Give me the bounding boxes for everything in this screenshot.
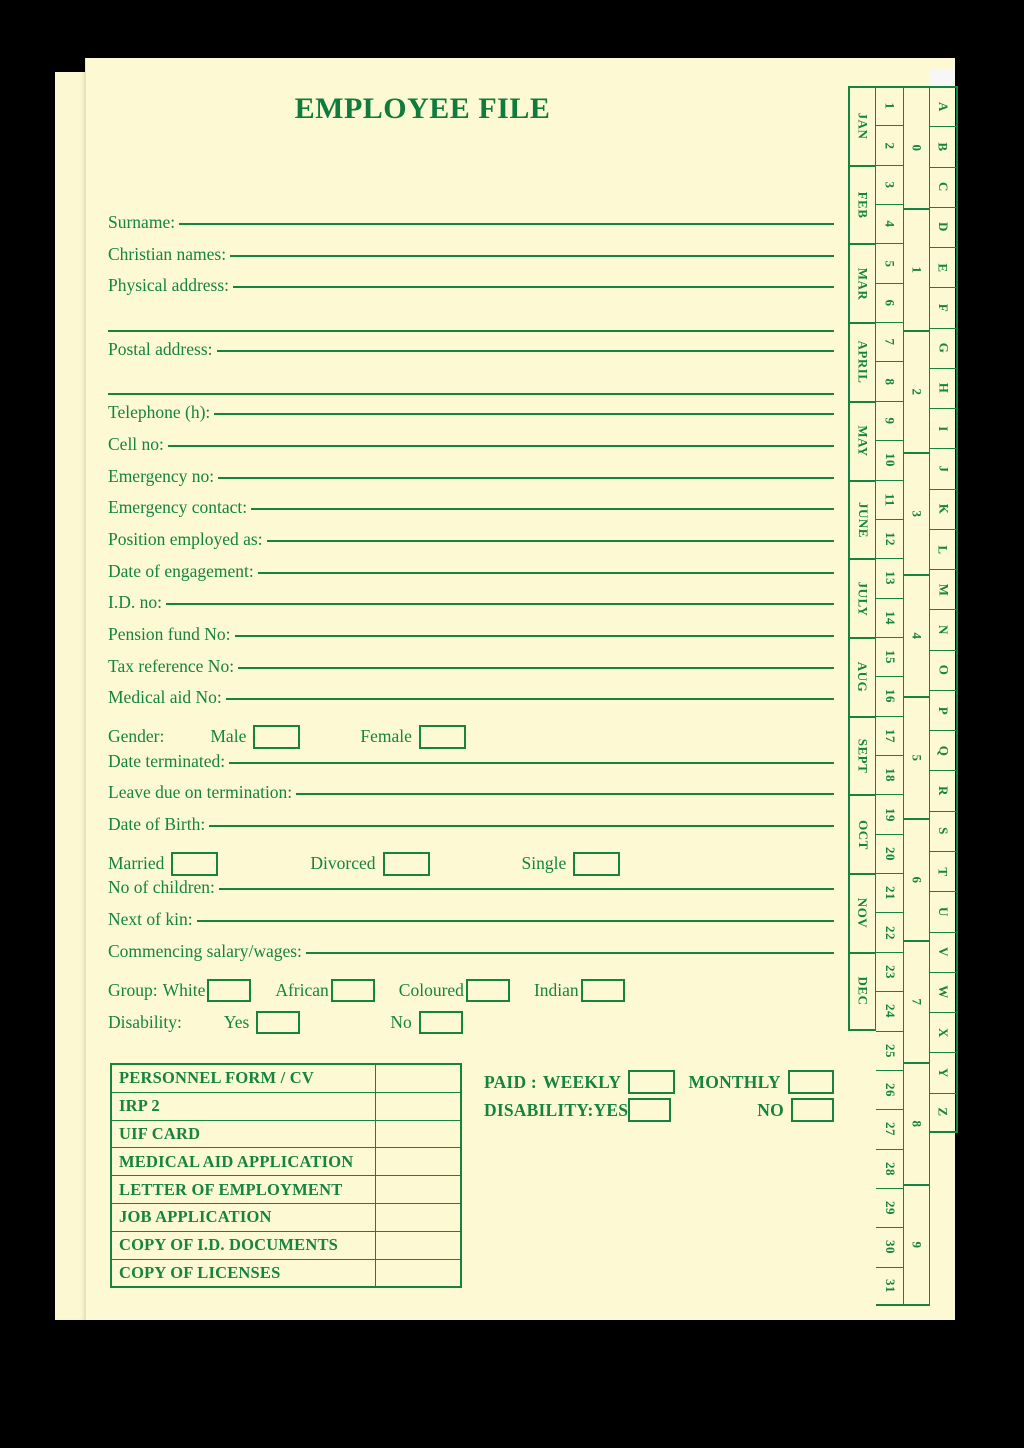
gender-label: Gender: (108, 726, 165, 747)
index-day-text: 24 (882, 1004, 898, 1019)
index-month-text: MAR (855, 267, 871, 301)
marital-checkbox-single[interactable] (573, 852, 620, 876)
group-checkbox-white[interactable] (207, 979, 251, 1002)
index-letter-B[interactable] (930, 126, 958, 166)
field-input-no-of-children[interactable] (219, 888, 834, 890)
group-option-label-coloured: Coloured (398, 979, 464, 1000)
index-letter-text: T (935, 867, 951, 877)
index-month-oct[interactable] (848, 794, 876, 873)
marital-option-label-single: Single (521, 853, 567, 874)
gender-checkbox-female[interactable] (419, 725, 466, 749)
index-digit-text: 3 (909, 510, 925, 518)
disability-label: Disability: (108, 1011, 182, 1032)
field-label: Emergency no: (108, 465, 215, 486)
index-day-26[interactable] (876, 1070, 904, 1109)
index-month-aug[interactable] (848, 637, 876, 716)
index-letter-text: P (935, 706, 951, 715)
index-month-text: DEC (855, 976, 871, 1006)
index-letter-text: C (935, 182, 951, 193)
field-input-date-of-engagement[interactable] (258, 572, 834, 574)
field-input-emergency-contact[interactable] (251, 508, 834, 510)
disability-checkbox-yes[interactable] (256, 1011, 300, 1034)
index-day-text: 2 (882, 142, 898, 150)
checklist-item-label: UIF CARD (111, 1120, 376, 1148)
index-month-may[interactable] (848, 401, 876, 480)
index-day-text: 13 (882, 571, 898, 586)
checklist-item-checkbox-medical-aid-application[interactable] (376, 1148, 462, 1176)
field-row-next-of-kin (108, 911, 834, 943)
documents-checklist-table (110, 1063, 462, 1288)
field-label: Cell no: (108, 433, 164, 454)
index-day-6[interactable] (876, 283, 904, 322)
index-day-text: 22 (882, 925, 898, 940)
rule-line (108, 330, 834, 332)
index-letter-text: Y (935, 1067, 951, 1078)
group-label: Group: (108, 979, 158, 1000)
index-month-text: OCT (855, 819, 871, 850)
field-row-medical-aid-no (108, 689, 834, 721)
field-label: Telephone (h): (108, 402, 211, 423)
field-input-date-terminated[interactable] (229, 762, 834, 764)
index-day-8[interactable] (876, 361, 904, 400)
field-input-tax-reference-no[interactable] (238, 667, 834, 669)
index-digit-2[interactable] (904, 330, 930, 452)
index-day-text: 18 (882, 768, 898, 783)
field-input-date-of-birth[interactable] (209, 825, 834, 827)
index-day-22[interactable] (876, 912, 904, 951)
field-input-physical-address[interactable] (233, 286, 834, 288)
index-month-text: SEPT (855, 738, 871, 774)
field-row-no-of-children (108, 879, 834, 911)
index-letter-S[interactable] (930, 811, 958, 851)
index-day-5[interactable] (876, 243, 904, 282)
index-letter-Z[interactable] (930, 1093, 958, 1133)
field-row-telephone-h (108, 404, 834, 436)
field-row-position-employed-as (108, 528, 834, 563)
field-input-pension-fund-no[interactable] (235, 635, 835, 637)
field-label: I.D. no: (108, 592, 162, 613)
index-digit-text: 5 (909, 754, 925, 762)
index-day-20[interactable] (876, 834, 904, 873)
index-digit-9[interactable] (904, 1184, 930, 1306)
continuation-rule[interactable] (108, 309, 834, 341)
table-row (111, 1231, 461, 1259)
field-input-telephone-h[interactable] (214, 413, 834, 415)
index-letter-text: F (935, 303, 951, 313)
index-month-text: AUG (855, 662, 871, 693)
index-day-text: 31 (882, 1278, 898, 1293)
index-day-text: 5 (882, 260, 898, 268)
index-letter-I[interactable] (930, 408, 958, 448)
field-input-commencing-salary-wages[interactable] (306, 952, 834, 954)
gender-option-label-male: Male (210, 726, 247, 747)
field-row-date-of-engagement (108, 560, 834, 595)
index-day-15[interactable] (876, 637, 904, 676)
index-day-text: 7 (882, 338, 898, 346)
index-digit-text: 6 (909, 876, 925, 884)
disability-yes-checkbox[interactable] (628, 1098, 671, 1122)
index-letter-U[interactable] (930, 891, 958, 931)
index-letter-text: U (935, 906, 951, 917)
index-month-text: FEB (855, 191, 871, 219)
field-row-christian-names (108, 243, 834, 278)
index-day-28[interactable] (876, 1149, 904, 1188)
field-row-date-of-birth (108, 816, 834, 848)
index-letter-text: A (935, 101, 951, 112)
index-day-text: 23 (882, 964, 898, 979)
index-letter-R[interactable] (930, 770, 958, 810)
group-checkbox-indian[interactable] (581, 979, 625, 1002)
table-row (111, 1203, 461, 1231)
index-month-sept[interactable] (848, 716, 876, 795)
field-input-surname[interactable] (179, 223, 834, 225)
index-day-text: 14 (882, 610, 898, 625)
group-checkbox-coloured[interactable] (466, 979, 510, 1002)
employee-form (108, 214, 834, 1038)
paid-label: PAID : (484, 1071, 537, 1092)
index-month-mar[interactable] (848, 243, 876, 322)
index-letter-M[interactable] (930, 569, 958, 609)
rule-line (108, 393, 834, 395)
disability-paid-row (484, 1096, 834, 1124)
index-letter-text: M (936, 583, 951, 597)
paper-tab-corner (929, 70, 955, 86)
index-month-text: APRIL (855, 340, 871, 384)
index-column-days (876, 86, 904, 1306)
index-letter-text: E (935, 263, 951, 273)
index-day-text: 19 (882, 807, 898, 822)
monthly-checkbox[interactable] (788, 1070, 834, 1094)
checklist-item-checkbox-uif-card[interactable] (376, 1120, 462, 1148)
field-input-medical-aid-no[interactable] (226, 698, 834, 700)
field-label: Commencing salary/wages: (108, 940, 302, 961)
index-day-text: 25 (882, 1043, 898, 1058)
index-day-text: 28 (882, 1161, 898, 1176)
index-digit-3[interactable] (904, 452, 930, 574)
index-day-text: 4 (882, 220, 898, 228)
index-column-digits (904, 86, 930, 1306)
index-digit-8[interactable] (904, 1062, 930, 1184)
field-input-christian-names[interactable] (230, 255, 834, 257)
marital-option-label-married: Married (108, 853, 165, 874)
index-letter-T[interactable] (930, 851, 958, 891)
group-option-label-african: African (275, 979, 329, 1000)
index-letter-E[interactable] (930, 247, 958, 287)
index-letter-J[interactable] (930, 448, 958, 488)
field-label: Leave due on termination: (108, 782, 293, 803)
field-row-physical-address (108, 277, 834, 309)
checklist-item-checkbox-irp-2[interactable] (376, 1092, 462, 1120)
field-row-leave-due-on-termination (108, 784, 834, 816)
index-month-jan[interactable] (848, 86, 876, 165)
field-label: Date terminated: (108, 750, 226, 771)
index-digit-0[interactable] (904, 86, 930, 208)
field-row-cell-no (108, 433, 834, 468)
disability-checkbox-no[interactable] (419, 1011, 463, 1034)
disability-no-checkbox[interactable] (791, 1098, 834, 1122)
index-day-text: 29 (882, 1201, 898, 1216)
index-day-1[interactable] (876, 86, 904, 125)
checklist-item-label: COPY OF LICENSES (111, 1259, 376, 1287)
index-digit-6[interactable] (904, 818, 930, 940)
index-month-june[interactable] (848, 480, 876, 559)
gender-checkbox-male[interactable] (253, 725, 300, 749)
field-label: Christian names: (108, 243, 227, 264)
index-day-text: 27 (882, 1122, 898, 1137)
field-input-emergency-no[interactable] (218, 477, 834, 479)
field-row-pension-fund-no (108, 623, 834, 658)
field-label: Next of kin: (108, 909, 193, 930)
index-letter-text: O (936, 664, 951, 676)
index-letter-Q[interactable] (930, 730, 958, 770)
table-row (111, 1064, 461, 1092)
index-letter-text: D (935, 222, 951, 233)
index-digit-text: 9 (909, 1241, 925, 1249)
index-letter-text: Z (935, 1107, 951, 1117)
index-month-july[interactable] (848, 558, 876, 637)
index-day-17[interactable] (876, 716, 904, 755)
index-day-11[interactable] (876, 480, 904, 519)
field-label: Date of engagement: (108, 560, 254, 581)
index-tab-grid (848, 86, 958, 1306)
field-row-date-terminated (108, 750, 834, 785)
checklist-item-label: COPY OF I.D. DOCUMENTS (111, 1231, 376, 1259)
index-day-18[interactable] (876, 755, 904, 794)
index-day-16[interactable] (876, 676, 904, 715)
index-month-dec[interactable] (848, 952, 876, 1031)
index-letter-text: R (935, 786, 951, 797)
index-month-text: MAY (855, 425, 871, 457)
index-digit-text: 1 (909, 266, 925, 274)
index-day-text: 8 (882, 378, 898, 386)
index-day-2[interactable] (876, 125, 904, 164)
field-input-postal-address[interactable] (217, 350, 834, 352)
index-day-text: 20 (882, 846, 898, 861)
paid-disability-block (484, 1068, 834, 1124)
continuation-rule[interactable] (108, 372, 834, 404)
index-digit-text: 0 (909, 144, 925, 152)
index-column-letters (930, 86, 958, 1306)
index-digit-7[interactable] (904, 940, 930, 1062)
field-row-surname (108, 214, 834, 246)
table-row (111, 1120, 461, 1148)
index-digit-text: 4 (909, 632, 925, 640)
index-day-24[interactable] (876, 991, 904, 1030)
checklist-item-label: IRP 2 (111, 1092, 376, 1120)
marital-checkbox-divorced[interactable] (383, 852, 430, 876)
field-label: Pension fund No: (108, 623, 231, 644)
checklist-item-checkbox-copy-of-i-d-documents[interactable] (376, 1231, 462, 1259)
index-month-text: JULY (855, 581, 871, 616)
index-letter-H[interactable] (930, 368, 958, 408)
index-digit-text: 2 (909, 388, 925, 396)
index-letter-W[interactable] (930, 972, 958, 1012)
checklist-item-checkbox-copy-of-licenses[interactable] (376, 1259, 462, 1287)
index-month-text: NOV (855, 898, 871, 929)
field-label: Date of Birth: (108, 814, 206, 835)
group-option-label-white: White (162, 979, 206, 1000)
field-row-commencing-salary-wages (108, 940, 834, 975)
disability-row (108, 1006, 834, 1038)
index-day-7[interactable] (876, 322, 904, 361)
gender-option-label-female: Female (360, 726, 412, 747)
field-input-cell-no[interactable] (168, 445, 834, 447)
checklist-item-label: PERSONNEL FORM / CV (111, 1064, 376, 1092)
field-label: Physical address: (108, 275, 230, 296)
disability-option-label-no: No (390, 1011, 412, 1032)
index-letter-F[interactable] (930, 287, 958, 327)
spine-notch (55, 58, 85, 72)
index-day-text: 6 (882, 299, 898, 307)
index-letter-text: H (936, 383, 951, 394)
index-digit-4[interactable] (904, 574, 930, 696)
index-letter-text: J (936, 465, 951, 473)
index-digit-text: 7 (909, 998, 925, 1006)
index-day-text: 26 (882, 1083, 898, 1098)
index-day-14[interactable] (876, 598, 904, 637)
marital-option-label-divorced: Divorced (310, 853, 376, 874)
checklist-item-checkbox-letter-of-employment[interactable] (376, 1176, 462, 1204)
index-day-text: 16 (882, 689, 898, 704)
field-label: No of children: (108, 877, 215, 898)
marital-status-row (108, 848, 834, 880)
folder-spine (55, 58, 86, 1320)
index-letter-text: S (935, 827, 951, 836)
marital-checkbox-married[interactable] (171, 852, 218, 876)
index-letter-text: W (936, 985, 951, 1000)
field-label: Emergency contact: (108, 497, 248, 518)
index-day-text: 9 (882, 417, 898, 425)
index-day-30[interactable] (876, 1227, 904, 1266)
field-label: Surname: (108, 212, 176, 232)
checklist-item-checkbox-personnel-form-cv[interactable] (376, 1064, 462, 1092)
index-letter-N[interactable] (930, 609, 958, 649)
index-letter-V[interactable] (930, 932, 958, 972)
index-day-13[interactable] (876, 558, 904, 597)
index-letter-text: I (936, 425, 951, 432)
index-digit-5[interactable] (904, 696, 930, 818)
index-letter-G[interactable] (930, 328, 958, 368)
index-letter-text: L (935, 544, 951, 555)
index-day-9[interactable] (876, 401, 904, 440)
index-day-25[interactable] (876, 1031, 904, 1070)
index-digit-text: 8 (909, 1120, 925, 1128)
paid-row (484, 1068, 834, 1096)
page-title: EMPLOYEE FILE (294, 92, 551, 125)
index-letter-text: B (935, 142, 951, 152)
index-letter-text: G (936, 342, 951, 354)
index-day-text: 10 (882, 453, 898, 468)
index-day-3[interactable] (876, 165, 904, 204)
index-letter-O[interactable] (930, 650, 958, 690)
weekly-checkbox[interactable] (628, 1070, 674, 1094)
index-letter-K[interactable] (930, 489, 958, 529)
checklist-item-label: JOB APPLICATION (111, 1203, 376, 1231)
index-day-text: 21 (882, 886, 898, 901)
index-letter-text: X (935, 1027, 951, 1038)
field-row-i-d-no (108, 594, 834, 626)
index-day-4[interactable] (876, 204, 904, 243)
index-day-10[interactable] (876, 440, 904, 479)
field-label: Tax reference No: (108, 655, 235, 676)
index-day-31[interactable] (876, 1267, 904, 1306)
group-option-label-indian: Indian (533, 979, 579, 1000)
index-day-text: 17 (882, 728, 898, 743)
field-row-tax-reference-no (108, 655, 834, 690)
checklist-item-label: MEDICAL AID APPLICATION (111, 1148, 376, 1176)
group-row (108, 975, 834, 1007)
table-row (111, 1176, 461, 1204)
index-month-nov[interactable] (848, 873, 876, 952)
field-input-leave-due-on-termination[interactable] (296, 793, 834, 795)
index-digit-1[interactable] (904, 208, 930, 330)
index-month-feb[interactable] (848, 165, 876, 244)
index-day-text: 12 (882, 532, 898, 547)
index-day-text: 11 (882, 493, 898, 507)
index-month-text: JAN (855, 112, 871, 140)
disability-option-label-yes: Yes (223, 1011, 250, 1032)
index-letter-text: N (935, 625, 951, 635)
disability-yes-label: DISABILITY:YES (484, 1099, 629, 1120)
index-day-text: 15 (882, 650, 898, 665)
disability-no-label: NO (757, 1099, 784, 1120)
index-letter-D[interactable] (930, 207, 958, 247)
index-month-april[interactable] (848, 322, 876, 401)
index-day-21[interactable] (876, 873, 904, 912)
index-letter-text: K (936, 503, 951, 515)
index-letter-L[interactable] (930, 529, 958, 569)
table-row (111, 1148, 461, 1176)
monthly-label: MONTHLY (688, 1071, 781, 1092)
table-row (111, 1259, 461, 1287)
checklist-item-checkbox-job-application[interactable] (376, 1203, 462, 1231)
index-day-27[interactable] (876, 1109, 904, 1148)
weekly-label: WEEKLY (542, 1071, 622, 1092)
index-day-19[interactable] (876, 794, 904, 833)
group-checkbox-african[interactable] (331, 979, 375, 1002)
index-day-text: 3 (882, 181, 898, 189)
index-letter-C[interactable] (930, 167, 958, 207)
field-row-postal-address (108, 338, 834, 373)
checklist-item-label: LETTER OF EMPLOYMENT (111, 1176, 376, 1204)
gender-row (108, 721, 834, 753)
field-input-next-of-kin[interactable] (197, 920, 834, 922)
index-day-text: 1 (882, 102, 898, 110)
index-letter-A[interactable] (930, 86, 958, 126)
index-letter-Y[interactable] (930, 1052, 958, 1092)
index-day-text: 30 (882, 1240, 898, 1255)
field-row-emergency-no (108, 465, 834, 500)
index-letter-X[interactable] (930, 1012, 958, 1052)
index-column-months (848, 86, 876, 1306)
index-letter-text: V (935, 947, 951, 958)
field-label: Postal address: (108, 338, 213, 359)
field-input-i-d-no[interactable] (166, 603, 834, 605)
index-letter-text: Q (936, 745, 951, 757)
index-day-29[interactable] (876, 1188, 904, 1227)
field-input-position-employed-as[interactable] (267, 540, 834, 542)
index-day-23[interactable] (876, 952, 904, 991)
index-day-12[interactable] (876, 519, 904, 558)
field-label: Medical aid No: (108, 687, 222, 708)
table-row (111, 1092, 461, 1120)
field-row-emergency-contact (108, 499, 834, 531)
index-month-text: JUNE (855, 501, 871, 538)
index-letter-P[interactable] (930, 690, 958, 730)
field-label: Position employed as: (108, 528, 263, 549)
